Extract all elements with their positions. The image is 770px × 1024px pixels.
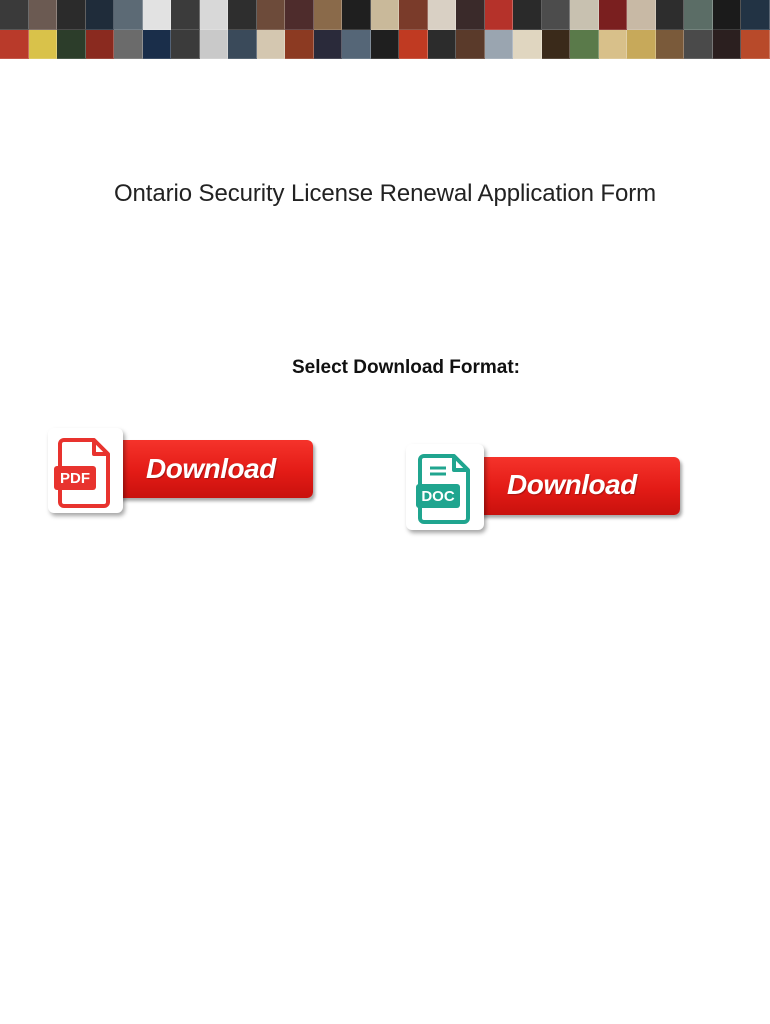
pdf-download-button[interactable] bbox=[48, 428, 318, 518]
doc-download-button[interactable] bbox=[406, 442, 686, 534]
poster-tile bbox=[57, 30, 86, 60]
doc-icon-text: DOC bbox=[421, 488, 455, 505]
doc-download-label[interactable]: Download bbox=[507, 469, 637, 500]
page-title: Ontario Security License Renewal Application Form bbox=[113, 180, 657, 207]
poster-tile bbox=[314, 30, 343, 60]
poster-tile bbox=[399, 30, 428, 60]
poster-tile bbox=[371, 0, 400, 30]
poster-banner bbox=[0, 0, 770, 59]
poster-tile bbox=[143, 30, 172, 60]
doc-file-icon bbox=[406, 444, 484, 530]
poster-tile bbox=[485, 0, 514, 30]
poster-tile bbox=[542, 0, 571, 30]
poster-tile bbox=[456, 30, 485, 60]
poster-tile bbox=[257, 0, 286, 30]
poster-tile bbox=[0, 0, 29, 30]
poster-tile bbox=[684, 30, 713, 60]
poster-tile bbox=[114, 30, 143, 60]
poster-tile bbox=[456, 0, 485, 30]
poster-tile bbox=[171, 30, 200, 60]
poster-tile bbox=[513, 30, 542, 60]
pdf-icon-card bbox=[48, 428, 123, 513]
poster-tile bbox=[228, 30, 257, 60]
poster-tile bbox=[257, 30, 286, 60]
poster-tile bbox=[0, 30, 29, 60]
poster-tile bbox=[627, 30, 656, 60]
poster-tile bbox=[143, 0, 172, 30]
poster-tile bbox=[713, 0, 742, 30]
select-format-heading: Select Download Format: bbox=[291, 357, 521, 378]
poster-tile bbox=[57, 0, 86, 30]
poster-tile bbox=[599, 30, 628, 60]
poster-tile bbox=[29, 30, 58, 60]
poster-tile bbox=[741, 30, 770, 60]
poster-tile bbox=[342, 0, 371, 30]
poster-tile bbox=[285, 30, 314, 60]
poster-tile bbox=[684, 0, 713, 30]
poster-tile bbox=[314, 0, 343, 30]
poster-tile bbox=[371, 30, 400, 60]
poster-tile bbox=[428, 0, 457, 30]
poster-tile bbox=[542, 30, 571, 60]
poster-tile bbox=[741, 0, 770, 30]
poster-tile bbox=[570, 30, 599, 60]
poster-tile bbox=[200, 30, 229, 60]
poster-tile bbox=[656, 0, 685, 30]
poster-tile bbox=[399, 0, 428, 30]
doc-icon-card bbox=[406, 444, 484, 530]
poster-tile bbox=[570, 0, 599, 30]
poster-tile bbox=[627, 0, 656, 30]
poster-tile bbox=[86, 30, 115, 60]
poster-tile bbox=[513, 0, 542, 30]
pdf-icon-text: PDF bbox=[60, 470, 90, 487]
poster-tile bbox=[29, 0, 58, 30]
poster-tile bbox=[200, 0, 229, 30]
poster-tile bbox=[114, 0, 143, 30]
poster-tile bbox=[342, 30, 371, 60]
poster-tile bbox=[599, 0, 628, 30]
pdf-download-label[interactable]: Download bbox=[146, 453, 276, 484]
poster-tile bbox=[228, 0, 257, 30]
poster-tile bbox=[485, 30, 514, 60]
poster-tile bbox=[428, 30, 457, 60]
poster-tile bbox=[713, 30, 742, 60]
pdf-file-icon bbox=[48, 428, 123, 513]
poster-tile bbox=[86, 0, 115, 30]
poster-tile bbox=[285, 0, 314, 30]
poster-tile bbox=[656, 30, 685, 60]
poster-tile bbox=[171, 0, 200, 30]
